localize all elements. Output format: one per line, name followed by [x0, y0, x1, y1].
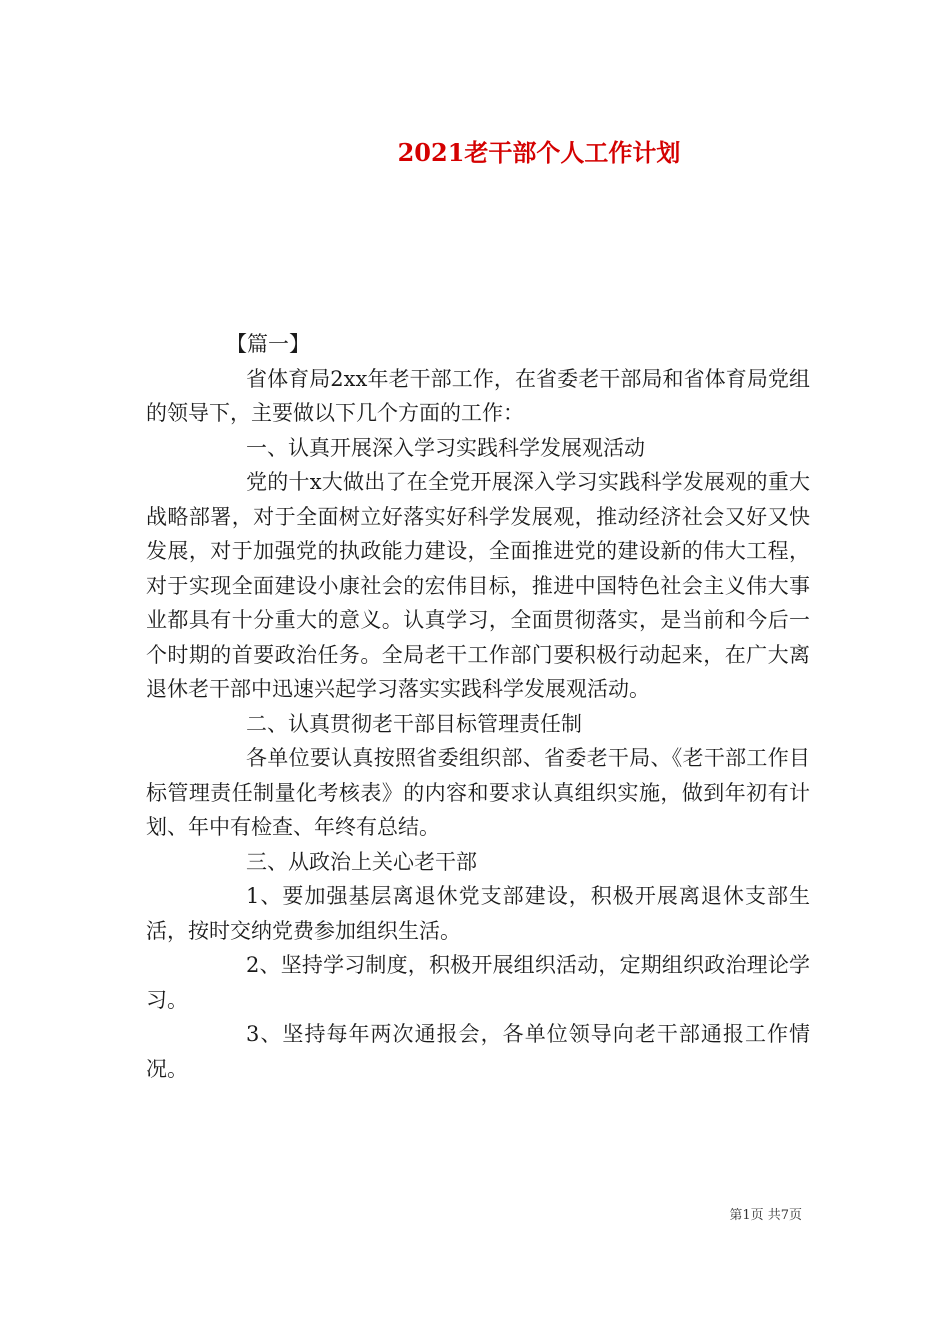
list-item: 2、坚持学习制度，积极开展组织活动，定期组织政治理论学习。: [146, 953, 810, 1012]
section-heading: 一、认真开展深入学习实践科学发展观活动: [246, 435, 645, 460]
document-title: 2021老干部个人工作计划: [397, 138, 681, 167]
section-heading: 三、从政治上关心老干部: [246, 849, 477, 874]
document-body: [146, 327, 810, 1086]
body-paragraph: 党的十x大做出了在全党开展深入学习实践科学发展观的重大战略部署，对于全面树立好落实好科学发展观，推动经济社会又好又快发展，对于加强党的执政能力建设，全面推进党的建设新的伟大工程，对于实现全面建设小康社会的宏伟目标，推进中国特色社会主义伟大事业都具有十分重大的意义。认真学习，全面贯彻落实，是当前和今后一个时期的首要政治任务。全局老干工作部门要积极行动起来，在广大离退休老干部中迅速兴起学习落实实践科学发展观活动。: [146, 470, 810, 701]
page-number-footer: 第1页 共7页: [729, 1208, 802, 1223]
list-item: 1、要加强基层离退休党支部建设，积极开展离退休支部生活，按时交纳党费参加组织生活。: [146, 884, 810, 943]
body-paragraph: 各单位要认真按照省委组织部、省委老干局、《老干部工作目标管理责任制量化考核表》的内容和要求认真组织实施，做到年初有计划、年中有检查、年终有总结。: [146, 746, 810, 839]
section-heading: 二、认真贯彻老干部目标管理责任制: [246, 711, 582, 736]
body-paragraph: 省体育局2xx年老干部工作，在省委老干部局和省体育局党组的领导下，主要做以下几个方面的工作：: [146, 366, 810, 425]
list-item: 3、坚持每年两次通报会，各单位领导向老干部通报工作情况。: [146, 1022, 810, 1081]
chapter-mark: 【篇一】: [226, 332, 310, 356]
